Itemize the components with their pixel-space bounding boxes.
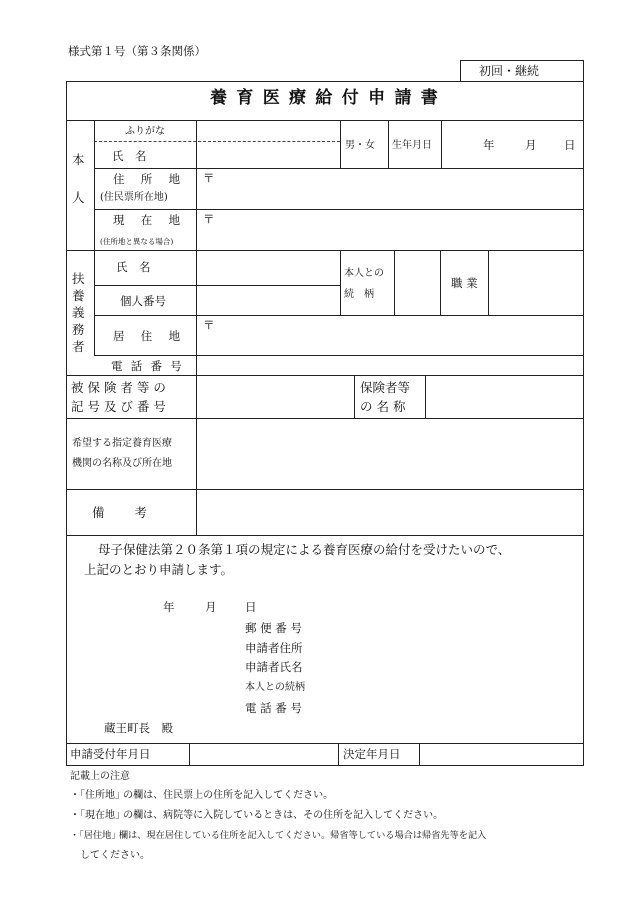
form-title: 養育医療給付申請書 — [210, 88, 448, 108]
receipt-date-field[interactable] — [190, 744, 337, 764]
gender-select[interactable]: 男・女 — [345, 140, 375, 151]
applicant-name-field-decl[interactable] — [320, 658, 570, 676]
applicant-label-char: 人 — [72, 190, 85, 205]
postal-code-field[interactable] — [320, 619, 570, 637]
guardian-name-label: 氏 名 — [116, 260, 151, 274]
phone-field[interactable] — [197, 356, 583, 374]
insured-label-line2: 記 号 及 び 番 号 — [71, 399, 166, 414]
notes-heading: 記載上の注意 — [70, 771, 130, 782]
applicant-address-field[interactable] — [320, 639, 570, 657]
insured-number-field[interactable] — [197, 376, 353, 417]
postal-mark: 〒 — [203, 171, 215, 185]
birthdate-year: 年 — [483, 138, 495, 152]
insurer-label-line2: の 名 称 — [360, 399, 406, 414]
guardian-name-field[interactable] — [197, 251, 339, 284]
decision-date-field[interactable] — [420, 744, 582, 764]
institution-label-line2: 機関の名称及び所在地 — [72, 458, 172, 469]
applicant-label-char: 本 — [72, 152, 85, 167]
applicant-phone-field[interactable] — [320, 699, 570, 717]
declaration-line2: 上記のとおり申請します。 — [84, 562, 234, 577]
id-number-label: 個人番号 — [120, 294, 166, 308]
date-day: 日 — [245, 600, 257, 614]
guardian-label-char: 者 — [72, 339, 85, 354]
current-location-note: (住所地と異なる場合) — [100, 237, 174, 246]
applicant-name-label: 氏 名 — [112, 149, 147, 163]
note-item: ・｢住所地｣ の欄は、住民票上の住所を記入してください。 — [70, 790, 334, 801]
addressee: 蔵王町長 殿 — [104, 721, 173, 735]
declaration-line1: 母子保健法第２０条第１項の規定による養育医療の給付を受けたいので、 — [98, 542, 511, 557]
address-field[interactable] — [197, 169, 583, 208]
occupation-field[interactable] — [489, 251, 582, 314]
date-year: 年 — [163, 600, 175, 614]
institution-label: 希望する指定養育医療 — [72, 438, 172, 449]
guardian-label-char: 務 — [72, 322, 85, 337]
furigana-label: ふりがな — [125, 126, 165, 137]
relation-to-child-label: 本人との続柄 — [245, 682, 305, 693]
residence-label: 居 住 地 — [113, 329, 187, 343]
current-location-label: 現 在 地 — [113, 213, 187, 227]
postal-mark: 〒 — [203, 318, 215, 332]
address-label: 住 所 地 — [113, 172, 187, 186]
furigana-field[interactable] — [197, 121, 339, 140]
note-item: ・｢現在地｣ の欄は、病院等に入院しているときは、その住所を記入してください。 — [70, 810, 444, 821]
residence-field[interactable] — [197, 316, 583, 354]
institution-field[interactable] — [197, 419, 583, 488]
occupation-label: 職 業 — [451, 276, 478, 290]
birthdate-label: 生年月日 — [392, 140, 432, 151]
relation-label-line2: 続 柄 — [344, 289, 374, 300]
date-month: 月 — [205, 600, 217, 614]
guardian-label-char: 養 — [72, 288, 85, 303]
relation-field[interactable] — [395, 251, 439, 314]
receipt-date-label: 申請受付年月日 — [70, 747, 151, 761]
id-number-field[interactable] — [197, 286, 339, 314]
birthdate-day: 日 — [564, 138, 576, 152]
applicant-name-field[interactable] — [197, 142, 339, 167]
postal-mark: 〒 — [203, 212, 215, 226]
insurer-label: 保険者等 — [360, 380, 411, 395]
form-number: 様式第１号（第３条関係） — [68, 44, 206, 58]
note-item: ・｢居住地｣ 欄は、現在居住している住所を記入してください。帰省等している場合は帰省先等を記入 — [70, 830, 487, 841]
note-continuation: してください。 — [80, 850, 150, 861]
applicant-phone-label: 電 話 番 号 — [245, 701, 302, 715]
current-location-field[interactable] — [197, 210, 583, 249]
guardian-label-char: 扶 — [72, 271, 85, 286]
phone-label: 電 話 番 号 — [111, 359, 185, 373]
decision-date-label: 決定年月日 — [343, 747, 401, 761]
guardian-label-char: 義 — [72, 305, 85, 320]
remarks-label: 備 考 — [92, 505, 156, 520]
application-type[interactable]: 初回・継続 — [479, 64, 540, 78]
remarks-field[interactable] — [197, 490, 583, 534]
postal-code-label: 郵 便 番 号 — [245, 621, 302, 635]
applicant-name-label: 申請者氏名 — [245, 660, 303, 674]
insurer-name-field[interactable] — [426, 376, 582, 417]
address-note: (住民票所在地) — [100, 192, 168, 203]
applicant-address-label: 申請者住所 — [245, 641, 303, 655]
relation-to-child-field[interactable] — [320, 679, 570, 697]
birthdate-month: 月 — [525, 138, 537, 152]
insured-label: 被 保 険 者 等 の — [71, 380, 166, 395]
relation-label: 本人との — [344, 268, 384, 279]
